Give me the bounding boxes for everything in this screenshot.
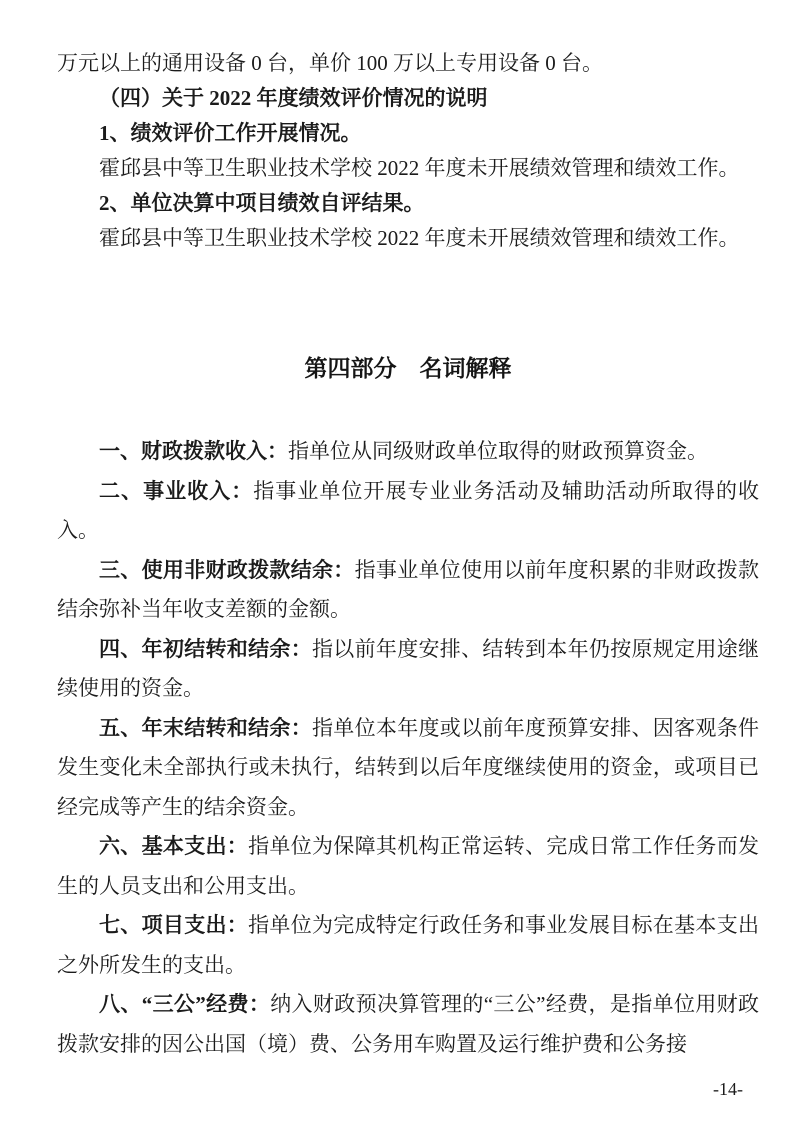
glossary-section xyxy=(57,432,759,1064)
term-definition: 纳入财政预决算管理的“三公”经费，是指单位用财政拨款安排的因公出国（境）费、公务用车购置及运行维护费和公务接 xyxy=(57,992,760,1056)
term-item-3 xyxy=(57,551,759,630)
term-item-6 xyxy=(57,827,759,906)
term-item-1 xyxy=(57,432,759,472)
term-definition: 指单位从同级财政单位取得的财政预算资金。 xyxy=(288,439,708,463)
performance-evaluation-section xyxy=(57,46,759,256)
term-label: 四、年初结转和结余： xyxy=(99,636,312,661)
term-label: 一、财政拨款收入： xyxy=(99,439,288,463)
term-definition: 指以前年度安排、结转到本年仍按原规定用途继续使用的资金。 xyxy=(57,636,759,700)
part4-title: 第四部分 名词解释 xyxy=(304,355,512,381)
term-definition: 指单位本年度或以前年度预算安排、因客观条件发生变化未全部执行或未执行，结转到以后年度继续使用的资金，或项目已经完成等产生的结余资金。 xyxy=(57,715,759,819)
term-label: 二、事业收入： xyxy=(99,478,254,503)
term-label: 六、基本支出： xyxy=(99,834,249,858)
term-definition: 指事业单位使用以前年度积累的非财政拨款结余弥补当年收支差额的金额。 xyxy=(57,557,760,621)
paragraph-continuation: 万元以上的通用设备 0 台，单价 100 万以上专用设备 0 台。 xyxy=(57,51,603,75)
term-item-7 xyxy=(57,906,759,985)
item1-heading: 1、绩效评价工作开展情况。 xyxy=(99,121,362,145)
page-number: -14- xyxy=(713,1079,743,1099)
item2-body: 霍邱县中等卫生职业技术学校 2022 年度未开展绩效管理和绩效工作。 xyxy=(99,226,740,250)
term-item-8 xyxy=(57,985,759,1064)
term-item-4 xyxy=(57,630,759,709)
term-label: 三、使用非财政拨款结余： xyxy=(99,557,355,582)
term-item-5 xyxy=(57,709,759,828)
item1-body: 霍邱县中等卫生职业技术学校 2022 年度未开展绩效管理和绩效工作。 xyxy=(99,156,740,180)
term-definition: 指单位为完成特定行政任务和事业发展目标在基本支出之外所发生的支出。 xyxy=(57,913,760,977)
term-label: 八、“三公”经费： xyxy=(99,992,271,1016)
term-label: 七、项目支出： xyxy=(99,913,249,937)
term-item-2 xyxy=(57,472,759,551)
term-definition: 指单位为保障其机构正常运转、完成日常工作任务而发生的人员支出和公用支出。 xyxy=(57,834,760,898)
term-definition: 指事业单位开展专业业务活动及辅助活动所取得的收入。 xyxy=(57,478,760,542)
section4-heading: （四）关于 2022 年度绩效评价情况的说明 xyxy=(99,86,488,110)
term-label: 五、年末结转和结余： xyxy=(99,715,312,740)
item2-heading: 2、单位决算中项目绩效自评结果。 xyxy=(99,191,425,215)
